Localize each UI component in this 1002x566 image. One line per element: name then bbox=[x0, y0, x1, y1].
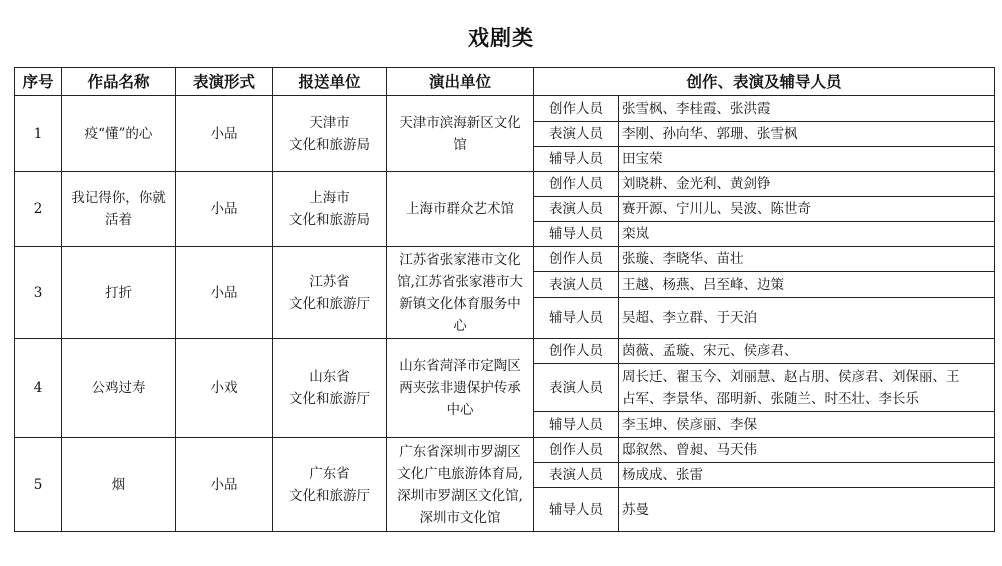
table-row bbox=[15, 247, 995, 272]
work-name: 烟 bbox=[62, 438, 176, 532]
perform-unit-line: 广东省深圳市罗湖区 bbox=[399, 443, 521, 460]
tutors: 田宝荣 bbox=[619, 147, 995, 172]
role-tutors: 辅导人员 bbox=[534, 222, 619, 247]
perform-unit-line: 两夹弦非遗保护传承 bbox=[399, 380, 521, 396]
submit-unit-line: 广东省 bbox=[309, 465, 350, 482]
performers: 杨成成、张雷 bbox=[619, 463, 995, 488]
role-creators: 创作人员 bbox=[534, 438, 619, 463]
submit-unit bbox=[273, 247, 387, 339]
role-creators: 创作人员 bbox=[534, 247, 619, 272]
perform-unit bbox=[387, 172, 534, 247]
role-tutors: 辅导人员 bbox=[534, 298, 619, 339]
perform-unit-line: 中心 bbox=[446, 402, 474, 418]
perform-unit bbox=[387, 96, 534, 172]
submit-unit-line: 天津市 bbox=[309, 114, 350, 131]
creators: 刘晓耕、金光利、黄剑铮 bbox=[619, 172, 995, 197]
table-row bbox=[15, 438, 995, 463]
perform-unit-line: 文化广电旅游体育局, bbox=[397, 465, 523, 482]
role-creators: 创作人员 bbox=[534, 172, 619, 197]
submit-unit-line: 山东省 bbox=[309, 369, 350, 385]
role-tutors: 辅导人员 bbox=[534, 147, 619, 172]
table-row bbox=[15, 339, 995, 364]
role-tutors: 辅导人员 bbox=[534, 412, 619, 438]
perform-unit-line: 心 bbox=[453, 317, 467, 334]
perform-unit-line: 上海市群众艺术馆 bbox=[406, 201, 514, 217]
perform-unit-line: 深圳市罗湖区文化馆, bbox=[397, 487, 523, 504]
performers bbox=[619, 364, 995, 412]
submit-unit-line: 文化和旅游厅 bbox=[289, 295, 370, 312]
table-row bbox=[15, 172, 995, 197]
work-name-line: 我记得你，你就 bbox=[71, 190, 166, 206]
creators: 邸叙然、曾昶、马天伟 bbox=[619, 438, 995, 463]
header-index: 序号 bbox=[15, 68, 62, 96]
header-work-name: 作品名称 bbox=[62, 68, 176, 96]
work-name: 打折 bbox=[62, 247, 176, 339]
submit-unit bbox=[273, 172, 387, 247]
tutors: 栾岚 bbox=[619, 222, 995, 247]
perform-unit-line: 深圳市文化馆 bbox=[419, 509, 501, 526]
perform-unit bbox=[387, 438, 534, 532]
role-performers: 表演人员 bbox=[534, 197, 619, 222]
drama-table bbox=[14, 67, 995, 532]
header-staff: 创作、表演及辅导人员 bbox=[534, 68, 995, 96]
perform-unit-line: 馆,江苏省张家港市大 bbox=[397, 273, 523, 290]
performance-form: 小品 bbox=[176, 172, 273, 247]
tutors: 吴超、李立群、于天泊 bbox=[619, 298, 995, 339]
role-performers: 表演人员 bbox=[534, 122, 619, 147]
performers-line: 周长迁、翟玉今、刘丽慧、赵占朋、侯彦君、刘保丽、王 bbox=[622, 368, 960, 385]
work-name bbox=[62, 172, 176, 247]
row-index: 3 bbox=[15, 247, 62, 339]
header-form: 表演形式 bbox=[176, 68, 273, 96]
performers: 赛开源、宁川儿、吴波、陈世奇 bbox=[619, 197, 995, 222]
tutors: 苏曼 bbox=[619, 488, 995, 532]
perform-unit bbox=[387, 339, 534, 438]
submit-unit-line: 文化和旅游厅 bbox=[289, 391, 370, 407]
perform-unit bbox=[387, 247, 534, 339]
creators: 茵薇、孟璇、宋元、侯彦君、 bbox=[619, 339, 995, 364]
work-name: 疫“懂”的心 bbox=[62, 96, 176, 172]
submit-unit bbox=[273, 438, 387, 532]
perform-unit-line: 江苏省张家港市文化 bbox=[399, 251, 521, 268]
perform-unit-line: 天津市滨海新区文化 bbox=[399, 114, 521, 131]
row-index: 4 bbox=[15, 339, 62, 438]
performance-form: 小品 bbox=[176, 438, 273, 532]
role-tutors: 辅导人员 bbox=[534, 488, 619, 532]
header-submit-unit: 报送单位 bbox=[273, 68, 387, 96]
performance-form: 小品 bbox=[176, 96, 273, 172]
perform-unit-line: 山东省菏泽市定陶区 bbox=[399, 358, 521, 374]
header-perform-unit: 演出单位 bbox=[387, 68, 534, 96]
performance-form: 小戏 bbox=[176, 339, 273, 438]
work-name-line: 活着 bbox=[105, 212, 132, 228]
submit-unit-line: 上海市 bbox=[309, 190, 350, 206]
role-performers: 表演人员 bbox=[534, 364, 619, 412]
role-performers: 表演人员 bbox=[534, 463, 619, 488]
performers-line: 占军、李景华、邵明新、张随兰、时丕壮、李长乐 bbox=[622, 390, 919, 407]
role-creators: 创作人员 bbox=[534, 339, 619, 364]
table-row bbox=[15, 96, 995, 122]
submit-unit-line: 文化和旅游厅 bbox=[289, 487, 370, 504]
submit-unit-line: 文化和旅游局 bbox=[289, 136, 370, 153]
header-row bbox=[15, 68, 995, 96]
role-creators: 创作人员 bbox=[534, 96, 619, 122]
row-index: 2 bbox=[15, 172, 62, 247]
perform-unit-line: 馆 bbox=[453, 136, 467, 153]
work-name: 公鸡过寿 bbox=[62, 339, 176, 438]
submit-unit-line: 江苏省 bbox=[309, 273, 350, 290]
role-performers: 表演人员 bbox=[534, 272, 619, 298]
creators: 张雪枫、李桂霞、张洪霞 bbox=[619, 96, 995, 122]
creators: 张璇、李晓华、苗壮 bbox=[619, 247, 995, 272]
performers: 王越、杨燕、吕至峰、边策 bbox=[619, 272, 995, 298]
performers: 李刚、孙向华、郭珊、张雪枫 bbox=[619, 122, 995, 147]
page-title: 戏剧类 bbox=[468, 26, 534, 50]
performance-form: 小品 bbox=[176, 247, 273, 339]
submit-unit bbox=[273, 339, 387, 438]
row-index: 1 bbox=[15, 96, 62, 172]
row-index: 5 bbox=[15, 438, 62, 532]
tutors: 李玉坤、侯彦丽、李保 bbox=[619, 412, 995, 438]
submit-unit bbox=[273, 96, 387, 172]
perform-unit-line: 新镇文化体育服务中 bbox=[399, 295, 521, 312]
submit-unit-line: 文化和旅游局 bbox=[289, 212, 370, 228]
